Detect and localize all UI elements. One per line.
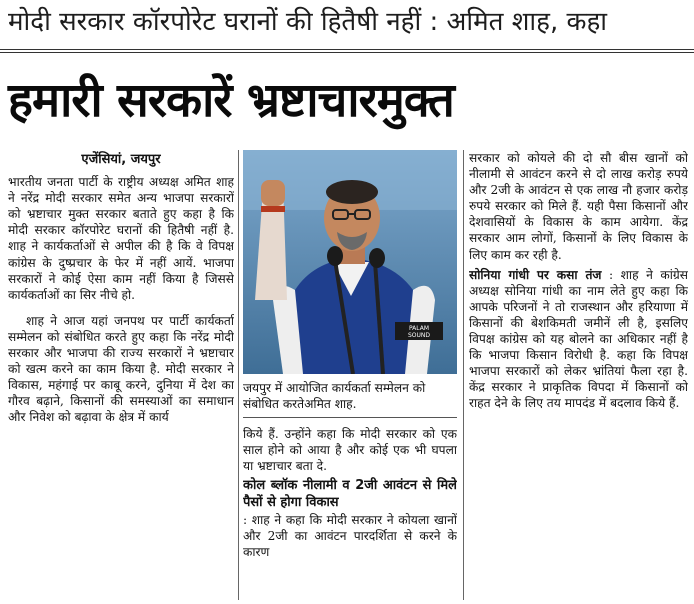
news-photo (243, 150, 457, 374)
photo-caption: जयपुर में आयोजित कार्यकर्ता सम्मेलन को संबोधित करतेअमित शाह. (243, 381, 426, 411)
paragraph-text: : शाह ने कांग्रेस अध्यक्ष सोनिया गांधी का नाम लेते हुए कहा कि आपके परिजनों ने तो राजस्थान और हरियाणा में किसानों की बेशकिमती जमीनें ली है, इसलिए विपक्ष कांग्रेस को यह बोलने का अधिकार नहीं है कि भाजपा किसान विरोधी है. कहा कि विपक्ष भाजपा सरकारों को लेकर भ्रांतियां फैला रहा है. केंद्र सरकार ने प्राकृतिक विपदा में किसानों को राहत देने के लिए तय मापदंड में बदलाव किये हैं. (469, 267, 688, 411)
dateline: एजेंसियां, जयपुर (81, 152, 161, 167)
kicker-headline: मोदी सरकार कॉरपोरेट घरानों की हितैषी नहीं : अमित शाह, कहा (8, 7, 608, 37)
speaker-photo-illustration (243, 150, 457, 374)
paragraph (469, 267, 688, 412)
main-headline: हमारी सरकारें भ्रष्टाचारमुक्त (8, 73, 454, 128)
paragraph: किये हैं. उन्होंने कहा कि मोदी सरकार को एक साल होने को आया है और कोई एक भी घपला या भ्रष्टाचार बता दे. (243, 427, 457, 474)
paragraph: शाह ने आज यहां जनपथ पर पार्टी कार्यकर्ता सम्मेलन को संबोधित करते हुए कहा कि नरेंद्र मोदी सरकार और भाजपा की राज्य सरकारों ने भ्रष्टाचार को खत्म करने का काम किया है. मोदी सरकार ने विकास, महंगाई पर काबू करने, दुनिया में देश का गौरव बढ़ाने, किसानों की समस्याओं का समाधान और निवेश को बढ़ावा के क्षेत्र में कार्य (8, 313, 234, 425)
column-divider (463, 150, 464, 600)
paragraph: सरकार को कोयले की दो सौ बीस खानों को नीलामी से आवंटन करने से दो लाख करोड़ रुपये और 2जी के आवंटन से एक लाख नौ हजार करोड़ रुपये सरकार को मिले हैं. यही पैसा किसानों और देशवासियों के विकास के काम आयेगा. केंद्र सरकार आम लोगों, किसानों के लिए विकास के लिए काम कर रही है. (469, 151, 688, 262)
column-divider (238, 150, 239, 600)
paragraph: : शाह ने कहा कि मोदी सरकार ने कोयला खानों और 2जी का आवंटन पारदर्शिता से करने के कारण (243, 513, 457, 560)
article-column-2 (243, 426, 457, 600)
paragraph: भारतीय जनता पार्टी के राष्ट्रीय अध्यक्ष अमित शाह ने नरेंद्र मोदी सरकार समेत अन्य भाजपा सरकारों को भ्रष्टाचार मुक्त सरकार बताते हुए कहा है कि मोदी सरकार कॉरपोरेट घरानों की हितैषी नहीं है. शाह ने कार्यकर्ताओं से अपील की है कि वे विपक्ष कांग्रेस के दुष्प्रचार के फेर में नहीं आयें. भाजपा सरकारों ने कोई ऐसा काम नहीं किया है जिससे कार्यकर्ताओं का सिर नीचे हो. (8, 175, 234, 302)
article-column-1 (8, 150, 234, 600)
top-rule-2 (0, 52, 694, 53)
mic-label: PALAM SOUND (407, 325, 431, 339)
subheading: सोनिया गांधी पर कसा तंज (469, 267, 602, 282)
article-column-3 (469, 150, 688, 600)
top-rule (0, 49, 694, 50)
caption-rule (243, 417, 457, 418)
subheading: कोल ब्लॉक नीलामी व 2जी आवंटन से मिले पैसों से होगा विकास (243, 478, 457, 511)
